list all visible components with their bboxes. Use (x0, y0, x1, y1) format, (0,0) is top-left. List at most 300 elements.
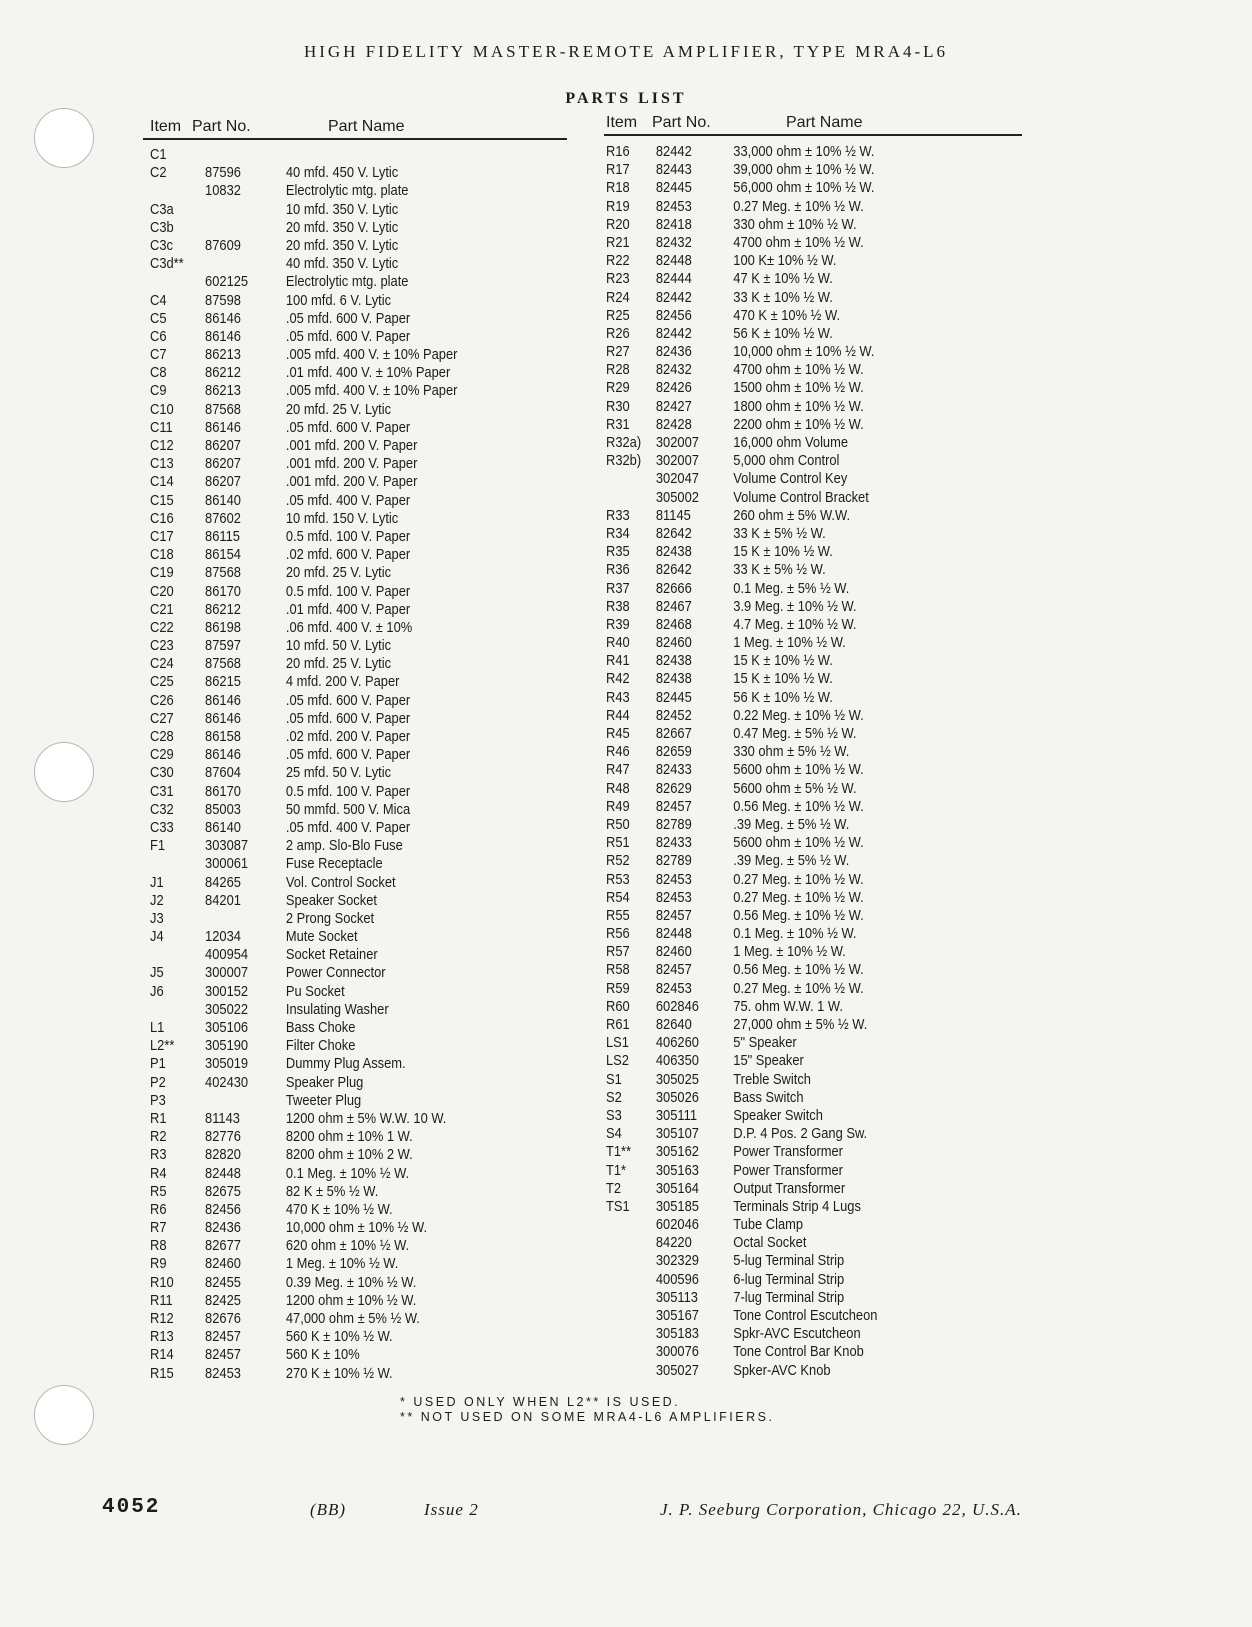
part-item: R4 (150, 1164, 167, 1182)
part-item: R46 (606, 743, 630, 761)
part-name: 5600 ohm ± 10% ½ W. (733, 834, 864, 852)
part-name: 47 K ± 10% ½ W. (733, 270, 833, 288)
part-item: R17 (606, 161, 630, 179)
part-number: 84220 (655, 1234, 692, 1252)
part-name: 56 K ± 10% ½ W. (733, 688, 833, 706)
part-number: 82667 (655, 725, 692, 742)
part-number: 82676 (205, 1310, 241, 1327)
part-number: 305190 (205, 1037, 249, 1055)
part-name: 470 K ± 10% ½ W. (733, 306, 841, 324)
part-name: Pu Socket (285, 982, 345, 1000)
part-number: 305027 (655, 1361, 699, 1379)
part-number: 82438 (655, 670, 692, 688)
footnote-single-star: * USED ONLY WHEN L2** IS USED. (400, 1395, 681, 1409)
part-name: Electrolytic mtg. plate (285, 273, 409, 291)
part-name: 40 mfd. 350 V. Lytic (285, 255, 399, 273)
part-item: TS1 (606, 1197, 630, 1215)
document-title: HIGH FIDELITY MASTER-REMOTE AMPLIFIER, TYPE MRA4-L6 (303, 42, 949, 61)
part-name: .05 mfd. 600 V. Paper (285, 418, 411, 436)
part-item: F1 (150, 837, 166, 855)
part-name: 5" Speaker (733, 1034, 797, 1052)
part-item: R58 (606, 961, 630, 979)
part-name: .05 mfd. 600 V. Paper (285, 746, 411, 764)
part-number: 82457 (655, 797, 692, 815)
part-number: 82640 (655, 1016, 692, 1033)
part-item: C25 (150, 673, 174, 691)
part-number: 300076 (655, 1343, 699, 1361)
part-number: 82453 (655, 979, 692, 997)
part-item: R39 (606, 615, 630, 633)
part-name: 560 K ± 10% (285, 1346, 360, 1364)
part-name: 1800 ohm ± 10% ½ W. (733, 397, 864, 415)
part-item: J1 (150, 873, 164, 891)
part-item: C31 (150, 782, 174, 800)
part-item: R22 (606, 252, 630, 270)
part-item: R53 (606, 870, 630, 888)
part-name: 75. ohm W.W. 1 W. (733, 997, 843, 1015)
part-name: 33 K ± 5% ½ W. (733, 524, 826, 542)
part-item: P1 (150, 1055, 166, 1073)
part-number: 86213 (205, 382, 241, 400)
part-item: R11 (150, 1291, 173, 1309)
part-number: 87598 (205, 291, 241, 309)
part-item: C26 (150, 691, 174, 709)
part-name: Power Connector (285, 964, 386, 982)
part-number: 86154 (205, 546, 241, 564)
part-number: 87568 (205, 564, 241, 582)
part-number: 82432 (655, 361, 692, 379)
part-item: T2 (606, 1179, 622, 1197)
part-name: 0.5 mfd. 100 V. Paper (285, 527, 411, 545)
part-item: C3a (150, 200, 174, 218)
part-item: C29 (150, 746, 174, 764)
part-number: 82452 (655, 706, 692, 724)
part-name: Octal Socket (733, 1234, 807, 1252)
part-number: 82675 (205, 1182, 241, 1200)
part-number: 82438 (655, 652, 692, 670)
part-name: Spker-AVC Knob (733, 1361, 831, 1379)
part-name: 1 Meg. ± 10% ½ W. (733, 634, 846, 652)
part-name: 3.9 Meg. ± 10% ½ W. (733, 597, 857, 615)
part-item: R31 (606, 415, 630, 433)
part-number: 400596 (655, 1270, 699, 1288)
part-name: 8200 ohm ± 10% 2 W. (285, 1146, 413, 1164)
part-item: L1 (150, 1019, 165, 1036)
part-number: 82445 (655, 179, 692, 197)
part-number: 86146 (205, 746, 241, 764)
part-number: 82453 (205, 1364, 241, 1382)
footer-company: J. P. Seeburg Corporation, Chicago 22, U.S.A. (660, 1500, 1022, 1519)
part-name: 0.5 mfd. 100 V. Paper (285, 582, 411, 600)
footnotes (400, 1395, 774, 1425)
part-item: R1 (150, 1109, 167, 1127)
part-name: Spkr-AVC Escutcheon (733, 1325, 861, 1343)
part-number: 82433 (655, 834, 692, 852)
part-number: 82436 (655, 343, 692, 361)
part-number: 300061 (205, 855, 249, 873)
part-item: J4 (150, 928, 164, 946)
part-number: 82642 (655, 561, 692, 579)
part-item: R37 (606, 579, 630, 597)
part-item: L2** (150, 1037, 175, 1055)
part-item: R16 (606, 143, 630, 160)
part-number: 305022 (205, 1000, 249, 1018)
binder-hole-top (34, 108, 94, 168)
part-item: C3b (150, 218, 174, 236)
part-number: 305111 (655, 1106, 698, 1124)
part-item: R19 (606, 197, 630, 215)
part-number: 82468 (655, 615, 692, 633)
part-name: .05 mfd. 400 V. Paper (285, 818, 411, 836)
part-item: R29 (606, 379, 630, 397)
part-name: 2200 ohm ± 10% ½ W. (733, 415, 864, 433)
part-item: C21 (150, 600, 174, 618)
part-item: R59 (606, 979, 630, 997)
part-name: Speaker Socket (285, 891, 377, 909)
part-name: .005 mfd. 400 V. ± 10% Paper (285, 382, 458, 400)
binder-hole-bottom (34, 1385, 94, 1445)
part-item: R32a) (606, 434, 642, 451)
part-item: T1** (606, 1143, 632, 1161)
part-name: 1 Meg. ± 10% ½ W. (285, 1255, 399, 1273)
part-number: 305183 (655, 1325, 699, 1343)
part-name: 4700 ohm ± 10% ½ W. (733, 233, 864, 251)
part-name: 5600 ohm ± 10% ½ W. (733, 761, 864, 779)
part-name: 1200 ohm ± 10% ½ W. (285, 1291, 417, 1309)
part-item: C22 (150, 618, 174, 636)
part-number: 86140 (205, 491, 241, 509)
page-number: 4052 (102, 1496, 161, 1519)
part-item: R25 (606, 306, 630, 324)
part-item: C2 (150, 164, 167, 182)
parts-list-title: PARTS LIST (565, 90, 687, 107)
left-header-part-no: Part No. (192, 118, 251, 135)
part-name: Speaker Switch (733, 1106, 823, 1124)
part-name: .02 mfd. 200 V. Paper (285, 728, 411, 745)
part-item: C27 (150, 709, 174, 727)
part-item: R38 (606, 597, 630, 615)
part-number: 82659 (655, 743, 692, 761)
part-item: R56 (606, 925, 630, 943)
part-number: 12034 (205, 928, 241, 946)
part-number: 86215 (205, 673, 241, 691)
part-number: 82457 (205, 1328, 241, 1346)
part-name: 15" Speaker (733, 1052, 804, 1070)
part-name: 15 K ± 10% ½ W. (733, 652, 833, 670)
part-name: Fuse Receptacle (285, 855, 383, 873)
part-name: 20 mfd. 350 V. Lytic (285, 218, 399, 236)
part-item: R2 (150, 1128, 167, 1146)
part-name: 39,000 ohm ± 10% ½ W. (733, 161, 875, 179)
part-item: R14 (150, 1346, 174, 1364)
part-item: R33 (606, 506, 630, 524)
part-item: C32 (150, 800, 174, 818)
part-number: 82425 (205, 1291, 241, 1309)
part-name: Bass Choke (285, 1019, 356, 1036)
part-item: R5 (150, 1182, 167, 1200)
part-number: 87604 (205, 764, 241, 782)
part-name: 50 mmfd. 500 V. Mica (285, 800, 411, 818)
part-item: R20 (606, 215, 630, 233)
part-item: C7 (150, 346, 167, 364)
part-item: R51 (606, 834, 630, 852)
part-item: S2 (606, 1088, 622, 1106)
part-name: 15 K ± 10% ½ W. (733, 670, 833, 688)
part-item: C13 (150, 455, 174, 473)
part-item: C24 (150, 655, 174, 673)
part-item: R48 (606, 779, 630, 797)
part-name: Filter Choke (285, 1037, 356, 1055)
footer-issue: Issue 2 (424, 1500, 479, 1519)
part-item: R50 (606, 815, 630, 833)
part-item: S1 (606, 1070, 622, 1088)
part-item: R34 (606, 524, 630, 542)
part-item: LS2 (606, 1052, 629, 1070)
part-name: 56 K ± 10% ½ W. (733, 324, 833, 342)
part-number: 82456 (205, 1200, 241, 1218)
part-name: 270 K ± 10% ½ W. (285, 1364, 393, 1382)
part-number: 305162 (655, 1143, 699, 1161)
part-number: 82456 (655, 306, 692, 324)
part-name: .001 mfd. 200 V. Paper (285, 455, 418, 473)
part-name: Dummy Plug Assem. (285, 1055, 406, 1073)
part-name: Bass Switch (733, 1088, 804, 1106)
part-name: .05 mfd. 600 V. Paper (285, 691, 411, 709)
part-number: 82789 (655, 815, 692, 833)
part-item: C3d** (150, 255, 184, 273)
part-name: 1 Meg. ± 10% ½ W. (733, 943, 846, 961)
part-number: 400954 (205, 946, 249, 964)
part-item: R15 (150, 1364, 174, 1382)
part-number: 303087 (205, 837, 249, 855)
part-number: 305185 (655, 1197, 699, 1215)
part-name: .01 mfd. 400 V. Paper (285, 600, 411, 618)
part-number: 602125 (205, 273, 249, 291)
part-name: 0.27 Meg. ± 10% ½ W. (733, 197, 864, 215)
part-number: 82442 (655, 324, 692, 342)
part-item: R23 (606, 270, 630, 288)
part-name: 0.1 Meg. ± 10% ½ W. (285, 1164, 410, 1182)
part-item: P2 (150, 1073, 166, 1091)
part-number: 86146 (205, 309, 241, 327)
part-name: 10,000 ohm ± 10% ½ W. (285, 1219, 428, 1237)
part-item: R44 (606, 706, 630, 724)
part-number: 85003 (205, 800, 241, 818)
part-item: R10 (150, 1273, 174, 1291)
part-item: C28 (150, 728, 174, 745)
part-item: R8 (150, 1237, 167, 1255)
part-number: 82776 (205, 1128, 241, 1146)
part-name: 0.56 Meg. ± 10% ½ W. (733, 797, 864, 815)
part-number: 84265 (205, 873, 241, 891)
part-item: C18 (150, 546, 174, 564)
part-name: .02 mfd. 600 V. Paper (285, 546, 411, 564)
part-name: Volume Control Key (733, 470, 848, 488)
part-number: 86198 (205, 618, 241, 636)
part-number: 82444 (655, 270, 692, 288)
part-name: Mute Socket (285, 928, 358, 946)
part-number: 82820 (205, 1146, 241, 1164)
part-name: 82 K ± 5% ½ W. (285, 1182, 379, 1200)
part-name: 27,000 ohm ± 5% ½ W. (733, 1016, 868, 1033)
part-item: C5 (150, 309, 167, 327)
part-name: 260 ohm ± 5% W.W. (733, 506, 851, 524)
part-name: 20 mfd. 25 V. Lytic (285, 400, 392, 418)
part-item: R61 (606, 1016, 630, 1033)
part-name: 560 K ± 10% ½ W. (285, 1328, 393, 1346)
part-item: T1* (606, 1161, 627, 1179)
part-number: 602046 (655, 1216, 699, 1234)
part-item: C8 (150, 364, 167, 382)
part-item: R32b) (606, 452, 642, 470)
part-name: .001 mfd. 200 V. Paper (285, 473, 418, 491)
part-number: 86207 (205, 455, 241, 473)
part-number: 82666 (655, 579, 692, 597)
part-item: C23 (150, 637, 174, 655)
part-name: 0.27 Meg. ± 10% ½ W. (733, 979, 864, 997)
part-name: 0.22 Meg. ± 10% ½ W. (733, 706, 864, 724)
part-item: R30 (606, 397, 630, 415)
binder-hole-middle (34, 742, 94, 802)
part-name: 0.1 Meg. ± 5% ½ W. (733, 579, 850, 597)
part-item: R21 (606, 233, 630, 251)
part-name: Speaker Plug (285, 1073, 364, 1091)
part-number: 82442 (655, 143, 692, 160)
right-header-rule (604, 134, 1022, 136)
part-item: C6 (150, 327, 167, 345)
part-number: 602846 (655, 997, 699, 1015)
part-item: R49 (606, 797, 630, 815)
part-item: R35 (606, 543, 630, 561)
left-header-part-name: Part Name (328, 118, 405, 135)
part-number: 305106 (205, 1019, 249, 1036)
part-item: R52 (606, 852, 630, 870)
part-item: C12 (150, 437, 174, 454)
part-item: C16 (150, 509, 174, 527)
part-number: 406260 (655, 1034, 699, 1052)
part-number: 87568 (205, 655, 241, 673)
part-number: 82457 (655, 961, 692, 979)
part-name: Electrolytic mtg. plate (285, 182, 409, 200)
part-number: 81143 (205, 1109, 240, 1127)
part-name: 0.27 Meg. ± 10% ½ W. (733, 870, 864, 888)
part-name: .001 mfd. 200 V. Paper (285, 437, 418, 454)
part-name: 0.27 Meg. ± 10% ½ W. (733, 888, 864, 906)
part-name: 10 mfd. 350 V. Lytic (285, 200, 399, 218)
part-number: 82442 (655, 288, 692, 306)
part-name: 33,000 ohm ± 10% ½ W. (733, 143, 875, 160)
part-name: 0.56 Meg. ± 10% ½ W. (733, 906, 864, 924)
part-number: 302047 (655, 470, 699, 488)
part-item: C15 (150, 491, 174, 509)
part-name: 620 ohm ± 10% ½ W. (285, 1237, 410, 1255)
part-name: 5600 ohm ± 5% ½ W. (733, 779, 857, 797)
right-header-part-no: Part No. (652, 114, 711, 131)
part-number: 87596 (205, 164, 241, 182)
part-name: 1500 ohm ± 10% ½ W. (733, 379, 864, 397)
part-item: R41 (606, 652, 630, 670)
part-number: 82460 (655, 634, 692, 652)
part-item: C30 (150, 764, 174, 782)
part-name: .39 Meg. ± 5% ½ W. (733, 815, 850, 833)
part-number: 305163 (655, 1161, 699, 1179)
part-item: R9 (150, 1255, 167, 1273)
part-item: R43 (606, 688, 630, 706)
part-item: P3 (150, 1091, 166, 1109)
right-header-item: Item (606, 114, 638, 131)
part-number: 82453 (655, 870, 692, 888)
part-item: LS1 (606, 1034, 629, 1052)
part-item: R24 (606, 288, 630, 306)
part-name: 100 K± 10% ½ W. (733, 252, 837, 270)
part-item: R27 (606, 343, 630, 361)
part-number: 305107 (655, 1125, 699, 1143)
part-name: Power Transformer (733, 1143, 843, 1161)
part-item: J3 (150, 909, 164, 927)
part-name: 1200 ohm ± 5% W.W. 10 W. (285, 1109, 447, 1127)
part-name: Tube Clamp (733, 1216, 804, 1234)
part-number: 82453 (655, 197, 692, 215)
part-name: 5-lug Terminal Strip (733, 1252, 845, 1270)
part-name: 10 mfd. 50 V. Lytic (285, 637, 392, 655)
part-number: 87568 (205, 400, 241, 418)
part-number: 305025 (655, 1070, 699, 1088)
part-number: 82436 (205, 1219, 241, 1237)
part-name: Tone Control Bar Knob (733, 1343, 864, 1361)
part-number: 82448 (205, 1164, 241, 1182)
part-item: R40 (606, 634, 630, 652)
part-name: 10 mfd. 150 V. Lytic (285, 509, 399, 527)
part-item: C4 (150, 291, 167, 309)
part-number: 305113 (655, 1288, 698, 1306)
part-number: 86158 (205, 728, 241, 745)
part-name: 8200 ohm ± 10% 1 W. (285, 1128, 413, 1146)
part-item: C9 (150, 382, 167, 400)
part-name: 40 mfd. 450 V. Lytic (285, 164, 399, 182)
part-item: R57 (606, 943, 630, 961)
part-number: 305167 (655, 1307, 699, 1324)
part-number: 82642 (655, 524, 692, 542)
part-number: 305002 (655, 488, 699, 506)
part-number: 82428 (655, 415, 692, 433)
part-number: 86146 (205, 418, 241, 436)
part-item: C11 (150, 418, 173, 436)
part-number: 86213 (205, 346, 241, 364)
part-number: 406350 (655, 1052, 699, 1070)
part-number: 86170 (205, 782, 241, 800)
footer-code: (BB) (310, 1500, 347, 1519)
part-number: 300152 (205, 982, 249, 1000)
part-name: 470 K ± 10% ½ W. (285, 1200, 393, 1218)
part-name: D.P. 4 Pos. 2 Gang Sw. (733, 1125, 868, 1143)
part-item: C20 (150, 582, 174, 600)
part-item: C19 (150, 564, 174, 582)
part-item: C10 (150, 400, 174, 418)
part-number: 402430 (205, 1073, 249, 1091)
part-item: S4 (606, 1125, 622, 1143)
part-name: 33 K ± 10% ½ W. (733, 288, 833, 306)
part-number: 86146 (205, 691, 241, 709)
part-item: R6 (150, 1200, 167, 1218)
part-number: 82460 (205, 1255, 241, 1273)
part-number: 86212 (205, 364, 241, 382)
part-number: 82457 (655, 906, 692, 924)
part-number: 82432 (655, 233, 692, 251)
left-header-rule (143, 138, 567, 140)
part-item: R60 (606, 997, 630, 1015)
part-name: 0.5 mfd. 100 V. Paper (285, 782, 411, 800)
part-name: Tweeter Plug (285, 1091, 362, 1109)
